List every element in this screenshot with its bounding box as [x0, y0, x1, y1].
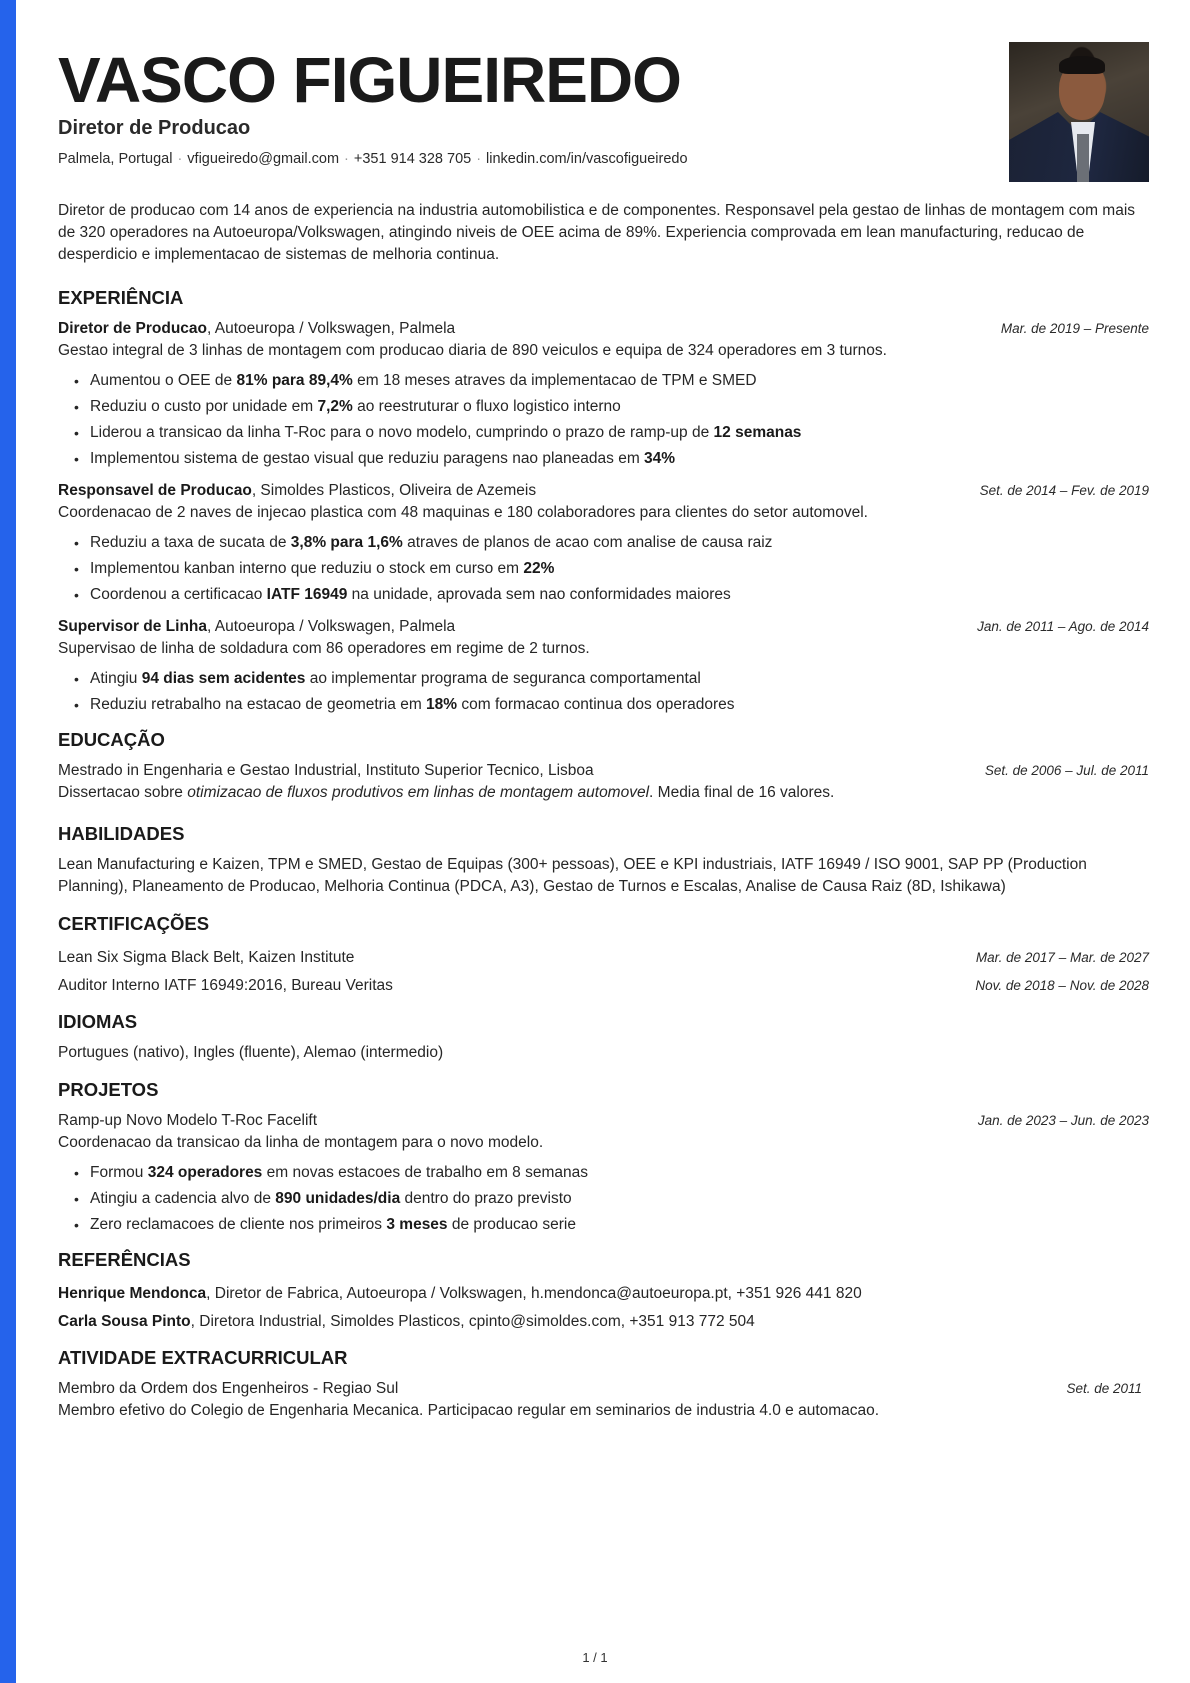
- bullet-text: em 18 meses atraves da implementacao de TPM e SMED: [352, 372, 757, 389]
- bullet-text: Implementou kanban interno que reduziu o stock em curso em: [90, 560, 524, 577]
- job-entry: [58, 480, 1149, 608]
- contact-line: [58, 150, 688, 168]
- education-text: . Media final de 16 valores.: [649, 784, 835, 801]
- resume-content: [58, 200, 1149, 1432]
- reference-name: Carla Sousa Pinto: [58, 1313, 191, 1330]
- job-title: Diretor de Producao: [58, 117, 251, 139]
- bullet-text: com formacao continua dos operadores: [457, 696, 735, 713]
- bullet-text: Atingiu: [90, 670, 142, 687]
- entry-header: [58, 760, 1149, 782]
- certification-item: [58, 944, 1149, 972]
- job-role: Supervisor de Linha: [58, 618, 208, 635]
- activity-description: Membro efetivo do Colegio de Engenharia Mecanica. Participacao regular em seminarios de industria 4.0 e automacao.: [58, 1402, 880, 1419]
- bullet-highlight: 81% para 89,4%: [236, 372, 353, 389]
- job-company: , Autoeuropa / Volkswagen, Palmela: [207, 320, 456, 337]
- section-title: HABILIDADES: [58, 823, 185, 844]
- contact-phone[interactable]: +351 914 328 705: [353, 151, 472, 167]
- bullet-highlight: 890 unidades/dia: [275, 1190, 401, 1207]
- contact-linkedin[interactable]: linkedin.com/in/vascofigueiredo: [486, 151, 688, 167]
- project-date: Jan. de 2023 – Jun. de 2023: [977, 1113, 1149, 1128]
- bullet-item: [72, 1186, 1149, 1212]
- bullet-highlight: 7,2%: [317, 398, 353, 415]
- bullet-text: ao reestruturar o fluxo logistico interno: [352, 398, 621, 415]
- summary: Diretor de producao com 14 anos de experiencia na industria automobilistica e de componentes. Responsavel pela gestao de linhas de montagem com mais de 320 operadores na Autoeuropa/Volkswagen, atingindo niveis de OEE acima de 89%. Experiencia comprovada em lean manufacturing, reducao de desperdicio e implementacao de sistemas de melhoria continua.: [58, 202, 1136, 263]
- bullet-item: [72, 666, 1149, 692]
- bullet-text: Reduziu o custo por unidade em: [90, 398, 318, 415]
- job-description: Gestao integral de 3 linhas de montagem com producao diaria de 890 veiculos e equipa de 324 operadores em 3 turnos.: [58, 342, 887, 359]
- contact-email[interactable]: vfigueiredo@gmail.com: [187, 151, 340, 167]
- certification-date: Mar. de 2017 – Mar. de 2027: [975, 950, 1149, 965]
- bullet-highlight: 324 operadores: [147, 1164, 263, 1181]
- candidate-name: VASCO FIGUEIREDO: [58, 44, 681, 116]
- project-bullets: [58, 1160, 1149, 1238]
- dissertation-title: otimizacao de fluxos produtivos em linhas de montagem automovel: [187, 784, 650, 801]
- page-number: 1 / 1: [582, 1650, 608, 1665]
- job-entry: [58, 616, 1149, 718]
- section-experience: [58, 286, 1149, 718]
- reference-details: , Diretor de Fabrica, Autoeuropa / Volkswagen, h.mendonca@autoeuropa.pt, +351 926 441 820: [206, 1285, 862, 1302]
- reference-name: Henrique Mendonca: [58, 1285, 207, 1302]
- certification-item: [58, 972, 1149, 1000]
- section-title: EXPERIÊNCIA: [58, 287, 184, 308]
- section-skills: [58, 822, 1149, 898]
- bullet-item: [72, 556, 1149, 582]
- bullet-text: Zero reclamacoes de cliente nos primeiros: [90, 1216, 387, 1233]
- job-entry: [58, 318, 1149, 472]
- section-title: CERTIFICAÇÕES: [58, 913, 210, 934]
- bullet-item: [72, 394, 1149, 420]
- job-date: Set. de 2014 – Fev. de 2019: [979, 483, 1149, 498]
- section-references: [58, 1248, 1149, 1336]
- education-degree: Mestrado in Engenharia e Gestao Industrial, Instituto Superior Tecnico, Lisboa: [58, 762, 594, 779]
- bullet-text: Liderou a transicao da linha T-Roc para o novo modelo, cumprindo o prazo de ramp-up de: [90, 424, 714, 441]
- job-description: Coordenacao de 2 naves de injecao plastica com 48 maquinas e 180 colaboradores para clientes do setor automovel.: [58, 504, 868, 521]
- job-date: Jan. de 2011 – Ago. de 2014: [977, 619, 1149, 634]
- bullet-text: Aumentou o OEE de: [90, 372, 237, 389]
- reference-details: , Diretora Industrial, Simoldes Plasticos, cpinto@simoldes.com, +351 913 772 504: [190, 1313, 755, 1330]
- job-date: Mar. de 2019 – Presente: [1000, 321, 1149, 336]
- photo-tie: [1077, 134, 1089, 182]
- profile-photo: [1009, 42, 1149, 182]
- section-title: EDUCAÇÃO: [58, 729, 165, 750]
- project-description: Coordenacao da transicao da linha de montagem para o novo modelo.: [58, 1134, 544, 1151]
- section-certifications: [58, 912, 1149, 1000]
- activity-date: Set. de 2011: [1066, 1381, 1142, 1396]
- bullet-highlight: 34%: [644, 450, 676, 467]
- job-role: Diretor de Producao: [58, 320, 207, 337]
- entry-header: [58, 480, 1149, 502]
- job-role: Responsavel de Producao: [58, 482, 252, 499]
- bullet-text: Atingiu a cadencia alvo de: [90, 1190, 276, 1207]
- certification-name: Lean Six Sigma Black Belt, Kaizen Institute: [58, 949, 355, 966]
- job-description: Supervisao de linha de soldadura com 86 operadores em regime de 2 turnos.: [58, 640, 590, 657]
- bullet-highlight: 18%: [426, 696, 458, 713]
- languages-list: Portugues (nativo), Ingles (fluente), Alemao (intermedio): [58, 1044, 444, 1061]
- job-company: , Simoldes Plasticos, Oliveira de Azemeis: [251, 482, 537, 499]
- reference-item: [58, 1280, 1149, 1308]
- job-company: , Autoeuropa / Volkswagen, Palmela: [207, 618, 456, 635]
- bullet-text: Reduziu a taxa de sucata de: [90, 534, 291, 551]
- entry-header: [58, 616, 1149, 638]
- section-title: ATIVIDADE EXTRACURRICULAR: [58, 1347, 348, 1368]
- section-languages: [58, 1010, 1149, 1064]
- bullet-item: [72, 530, 1149, 556]
- bullet-highlight: 3,8% para 1,6%: [290, 534, 403, 551]
- bullet-text: em novas estacoes de trabalho em 8 semanas: [262, 1164, 588, 1181]
- entry-heading: [58, 318, 455, 340]
- bullet-highlight: IATF 16949: [266, 586, 348, 603]
- bullet-item: [72, 582, 1149, 608]
- section-title: REFERÊNCIAS: [58, 1249, 191, 1270]
- bullet-item: [72, 1160, 1149, 1186]
- section-extracurricular: [58, 1346, 1149, 1422]
- section-education: [58, 728, 1149, 804]
- entry-header: [58, 1110, 1149, 1132]
- job-bullets: [58, 666, 1149, 718]
- separator: ·: [476, 151, 482, 167]
- contact-location: Palmela, Portugal: [58, 151, 173, 167]
- entry-heading: [58, 616, 455, 638]
- entry-heading: [58, 480, 536, 502]
- bullet-text: Implementou sistema de gestao visual que reduziu paragens nao planeadas em: [90, 450, 645, 467]
- bullet-item: [72, 446, 1149, 472]
- bullet-text: atraves de planos de acao com analise de causa raiz: [402, 534, 773, 551]
- bullet-text: Coordenou a certificacao: [90, 586, 267, 603]
- accent-bar: [0, 0, 16, 1683]
- bullet-text: dentro do prazo previsto: [400, 1190, 572, 1207]
- entry-header: [58, 1378, 1149, 1400]
- separator: ·: [177, 151, 183, 167]
- job-bullets: [58, 368, 1149, 472]
- education-date: Set. de 2006 – Jul. de 2011: [984, 763, 1149, 778]
- bullet-text: ao implementar programa de seguranca comportamental: [305, 670, 701, 687]
- bullet-item: [72, 1212, 1149, 1238]
- certification-name: Auditor Interno IATF 16949:2016, Bureau Veritas: [58, 977, 393, 994]
- section-title: IDIOMAS: [58, 1011, 138, 1032]
- bullet-highlight: 12 semanas: [713, 424, 802, 441]
- bullet-text: na unidade, aprovada sem nao conformidades maiores: [347, 586, 731, 603]
- activity-name: Membro da Ordem dos Engenheiros - Regiao Sul: [58, 1380, 399, 1397]
- section-title: PROJETOS: [58, 1079, 159, 1100]
- entry-header: [58, 318, 1149, 340]
- separator: ·: [344, 151, 349, 167]
- photo-hair: [1059, 56, 1105, 74]
- bullet-item: [72, 420, 1149, 446]
- bullet-item: [72, 368, 1149, 394]
- skills-list: Lean Manufacturing e Kaizen, TPM e SMED, Gestao de Equipas (300+ pessoas), OEE e KPI industriais, IATF 16949 / ISO 9001, SAP PP (Production Planning), Planeamento de Producao, Melhoria Continua (PDCA, A3), Gestao de Turnos e Escalas, Analise de Causa Raiz (8D, Ishikawa): [58, 856, 1087, 895]
- job-bullets: [58, 530, 1149, 608]
- bullet-item: [72, 692, 1149, 718]
- bullet-highlight: 22%: [523, 560, 555, 577]
- section-projects: [58, 1078, 1149, 1238]
- education-text: Dissertacao sobre: [58, 784, 188, 801]
- reference-item: [58, 1308, 1149, 1336]
- bullet-text: de producao serie: [447, 1216, 576, 1233]
- certification-date: Nov. de 2018 – Nov. de 2028: [975, 978, 1149, 993]
- bullet-highlight: 3 meses: [386, 1216, 448, 1233]
- project-name: Ramp-up Novo Modelo T-Roc Facelift: [58, 1112, 318, 1129]
- bullet-text: Formou: [90, 1164, 148, 1181]
- bullet-highlight: 94 dias sem acidentes: [141, 670, 306, 687]
- education-description: [58, 782, 1149, 804]
- bullet-text: Reduziu retrabalho na estacao de geometria em: [90, 696, 427, 713]
